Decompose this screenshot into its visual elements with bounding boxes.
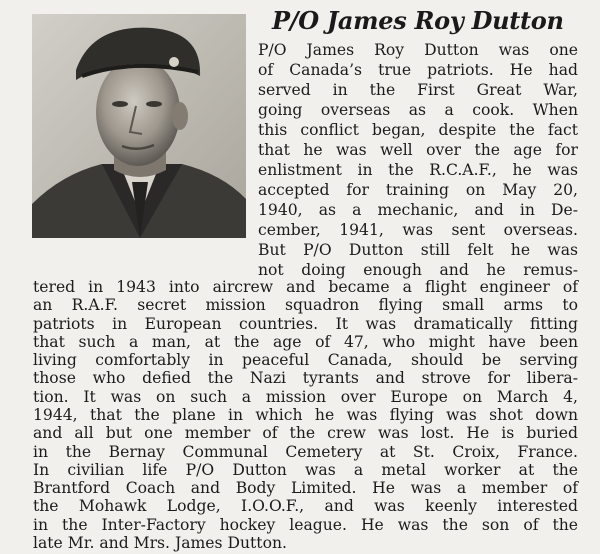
portrait-photo	[32, 14, 246, 238]
portrait-photo-image	[32, 14, 246, 238]
body-line: accepted for training on May 20,	[258, 181, 578, 199]
body-line: those who defied the Nazi tyrants and strove for libera-	[33, 369, 578, 388]
body-line: But P/O Dutton still felt he was	[258, 241, 578, 259]
body-line: tion. It was on such a mission over Europe on March 4,	[33, 387, 578, 406]
body-line: cember, 1941, was sent overseas.	[258, 221, 578, 239]
article-title: P/O James Roy Dutton	[272, 6, 564, 35]
body-line: that he was well over the age for	[258, 141, 578, 159]
body-line: living comfortably in peaceful Canada, should be serving	[33, 351, 578, 370]
body-line: not doing enough and he remus-	[258, 261, 578, 279]
body-line: of Canada’s true patriots. He had	[258, 61, 578, 79]
body-line: an R.A.F. secret mission squadron flying small arms to	[33, 296, 578, 315]
body-line: tered in 1943 into aircrew and became a flight engineer of	[33, 278, 578, 296]
body-line: in the Inter-Factory hockey league. He was the son of the	[33, 515, 578, 534]
body-line: Brantford Coach and Body Limited. He was a member of	[33, 479, 578, 498]
body-line: going overseas as a cook. When	[258, 101, 578, 119]
body-line: 1940, as a mechanic, and in De-	[258, 201, 578, 219]
body-line: this conflict began, despite the fact	[258, 121, 578, 139]
body-line: and all but one member of the crew was lost. He is buried	[33, 424, 578, 443]
body-line: In civilian life P/O Dutton was a metal worker at the	[33, 460, 578, 479]
body-line: enlistment in the R.C.A.F., he was	[258, 161, 578, 179]
body-line: 1944, that the plane in which he was flying was shot down	[33, 406, 578, 424]
body-line: in the Bernay Communal Cemetery at St. Croix, France.	[33, 442, 578, 461]
body-line: late Mr. and Mrs. James Dutton.	[33, 534, 287, 552]
body-line: patriots in European countries. It was dramatically fitting	[33, 314, 578, 333]
body-line: P/O James Roy Dutton was one	[258, 41, 578, 59]
body-line: the Mohawk Lodge, I.O.O.F., and was keenly interested	[33, 497, 578, 516]
body-line: that such a man, at the age of 47, who might have been	[33, 332, 578, 351]
body-line: served in the First Great War,	[258, 81, 578, 99]
